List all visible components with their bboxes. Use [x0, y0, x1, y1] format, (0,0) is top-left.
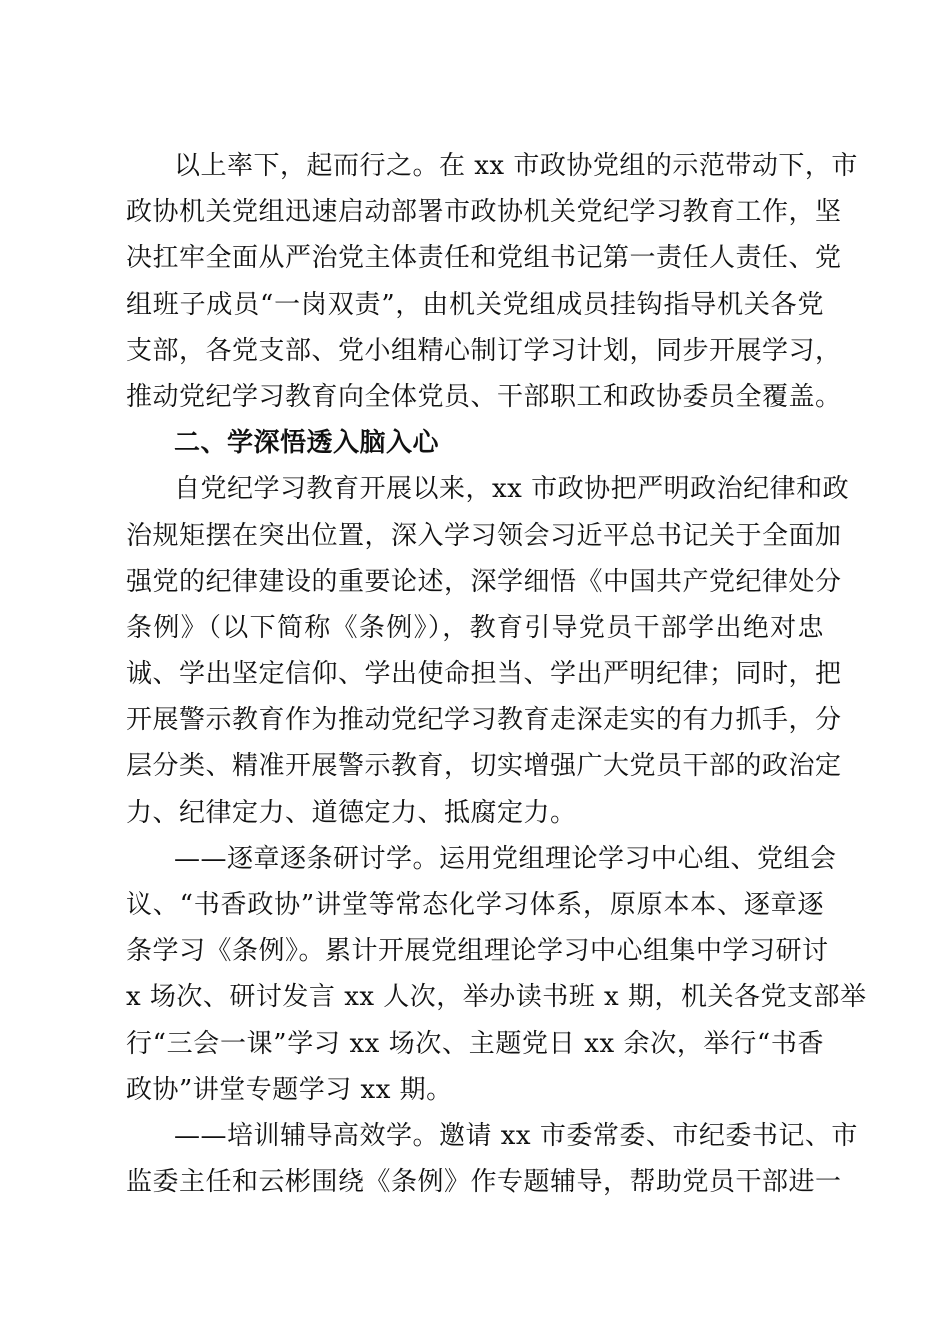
paragraph-4 [126, 1113, 858, 1205]
text-line: 决扛牢全面从严治党主体责任和党组书记第一责任人责任、党 [126, 243, 842, 274]
paragraph-3 [126, 836, 867, 1113]
text-line: 政协”讲堂专题学习 xx 期。 [126, 1074, 453, 1105]
paragraph-2 [126, 466, 850, 836]
section-heading: 二、学深悟透入脑入心 [174, 428, 440, 459]
text-line: 条学习《条例》。累计开展党组理论学习中心组集中学习研讨 [126, 936, 829, 967]
paragraph-1 [126, 143, 858, 420]
document-body [126, 143, 867, 1205]
text-line: 政协机关党组迅速启动部署市政协机关党纪学习教育工作，坚 [126, 197, 842, 228]
text-line: ——培训辅导高效学。邀请 xx 市委常委、市纪委书记、市 [174, 1120, 858, 1151]
text-line: 诚、学出坚定信仰、学出使命担当、学出严明纪律；同时，把 [126, 659, 842, 690]
text-line: 组班子成员“一岗双责”，由机关党组成员挂钩指导机关各党 [126, 289, 824, 320]
text-line: 以上率下，起而行之。在 xx 市政协党组的示范带动下，市 [174, 151, 858, 181]
text-line: ——逐章逐条研讨学。运用党组理论学习中心组、党组会 [174, 843, 837, 874]
text-line: 力、纪律定力、道德定力、抵腐定力。 [126, 797, 577, 828]
text-line: 层分类、精准开展警示教育，切实增强广大党员干部的政治定 [126, 751, 842, 782]
text-line: 议、“书香政协”讲堂等常态化学习体系，原原本本、逐章逐 [126, 890, 824, 920]
text-line: 行“三会一课”学习 xx 场次、主题党日 xx 余次，举行“书香 [126, 1028, 824, 1059]
text-line: 支部，各党支部、党小组精心制订学习计划，同步开展学习， [126, 335, 842, 366]
text-line: 开展警示教育作为推动党纪学习教育走深走实的有力抓手，分 [126, 705, 842, 736]
text-line: 条例》（以下简称《条例》），教育引导党员干部学出绝对忠 [126, 612, 824, 643]
text-line: 推动党纪学习教育向全体党员、干部职工和政协委员全覆盖。 [126, 381, 842, 412]
text-line: 监委主任和云彬围绕《条例》作专题辅导，帮助党员干部进一 [126, 1167, 842, 1198]
text-line: x 场次、研讨发言 xx 人次，举办读书班 x 期，机关各党支部举 [126, 982, 867, 1013]
text-line: 强党的纪律建设的重要论述，深学细悟《中国共产党纪律处分 [126, 566, 842, 597]
text-line: 治规矩摆在突出位置，深入学习领会习近平总书记关于全面加 [126, 520, 842, 551]
text-line: 自党纪学习教育开展以来，xx 市政协把严明政治纪律和政 [174, 474, 850, 505]
